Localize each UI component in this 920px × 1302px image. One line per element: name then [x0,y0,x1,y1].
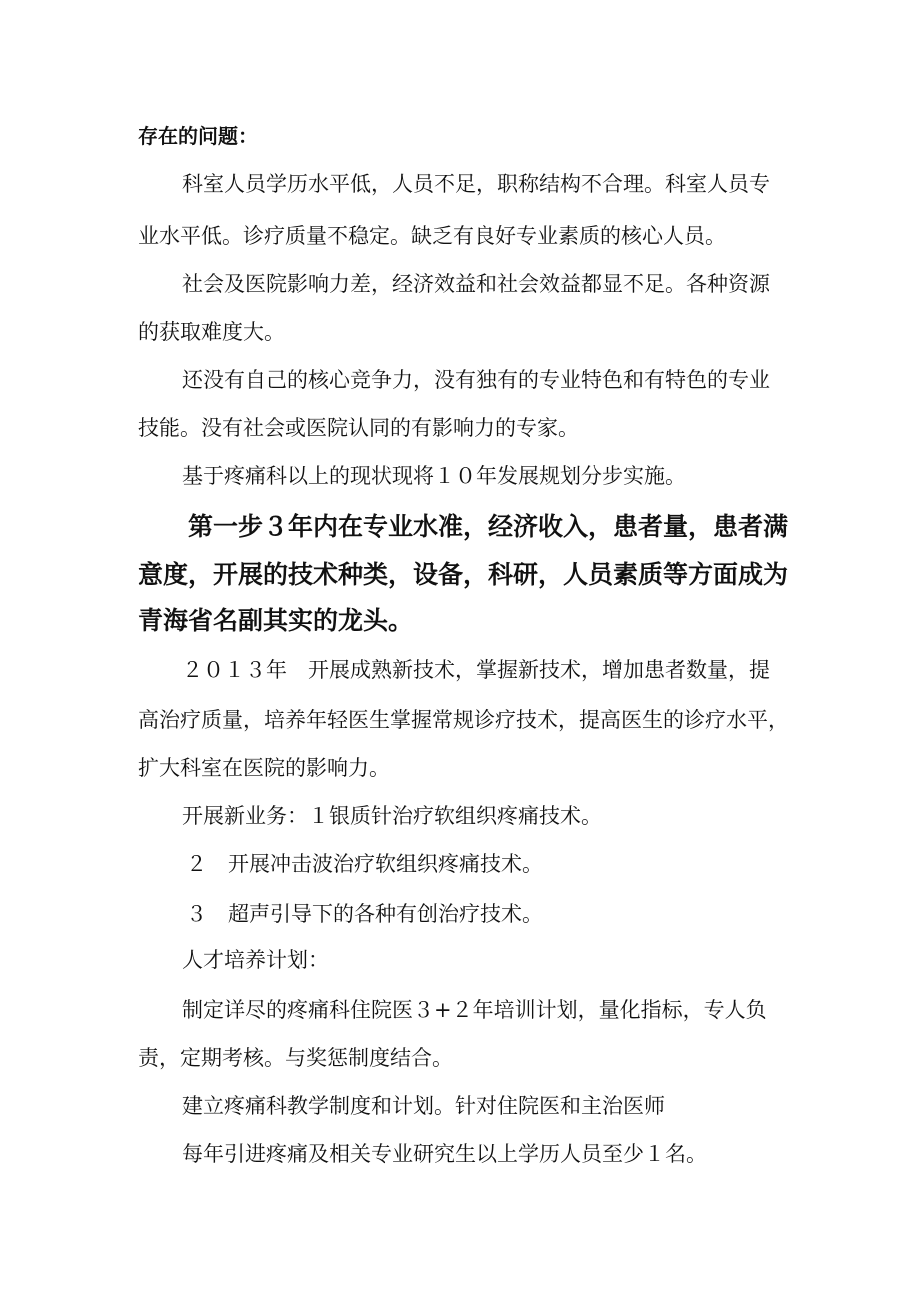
talent-plan-line-2: 责，定期考核。与奖惩制度结合。 [138,1046,453,1070]
year-2013-line-2: 高治疗质量，培养年轻医生掌握常规诊疗技术，提高医生的诊疗水平， [138,708,789,732]
paragraph-1-line-1: 科室人员学历水平低，人员不足，职称结构不合理。科室人员专 [182,172,770,196]
talent-plan-title: 人才培养计划： [182,948,329,972]
paragraph-2-line-1: 社会及医院影响力差，经济效益和社会效益都显不足。各种资源 [182,272,770,296]
section-heading: 存在的问题： [138,124,258,148]
step-one-line-1: 第一步３年内在专业水准，经济收入，患者量，患者满 [188,512,789,541]
paragraph-3-line-2: 技能。没有社会或医院认同的有影响力的专家。 [138,416,579,440]
recruitment-line: 每年引进疼痛及相关专业研究生以上学历人员至少１名。 [182,1142,707,1166]
new-business-intro: 开展新业务：１银质针治疗软组织疼痛技术。 [182,804,602,828]
step-one-line-3: 青海省名副其实的龙头。 [138,606,414,635]
paragraph-4-line-1: 基于疼痛科以上的现状现将１０年发展规划分步实施。 [182,464,686,488]
new-business-item-3: ３ 超声引导下的各种有创治疗技术。 [186,902,543,926]
paragraph-3-line-1: 还没有自己的核心竞争力，没有独有的专业特色和有特色的专业 [182,368,770,392]
paragraph-2-line-2: 的获取难度大。 [138,320,285,344]
step-one-line-2: 意度，开展的技术种类，设备，科研，人员素质等方面成为 [138,560,789,589]
year-2013-line-1: ２０１３年 开展成熟新技术，掌握新技术，增加患者数量，提 [182,658,770,682]
year-2013-line-3: 扩大科室在医院的影响力。 [138,756,390,780]
teaching-plan-line: 建立疼痛科教学制度和计划。针对住院医和主治医师 [182,1094,665,1118]
new-business-item-2: ２ 开展冲击波治疗软组织疼痛技术。 [186,852,543,876]
talent-plan-line-1: 制定详尽的疼痛科住院医３+２年培训计划，量化指标，专人负 [182,998,767,1022]
paragraph-1-line-2: 业水平低。诊疗质量不稳定。缺乏有良好专业素质的核心人员。 [138,224,726,248]
